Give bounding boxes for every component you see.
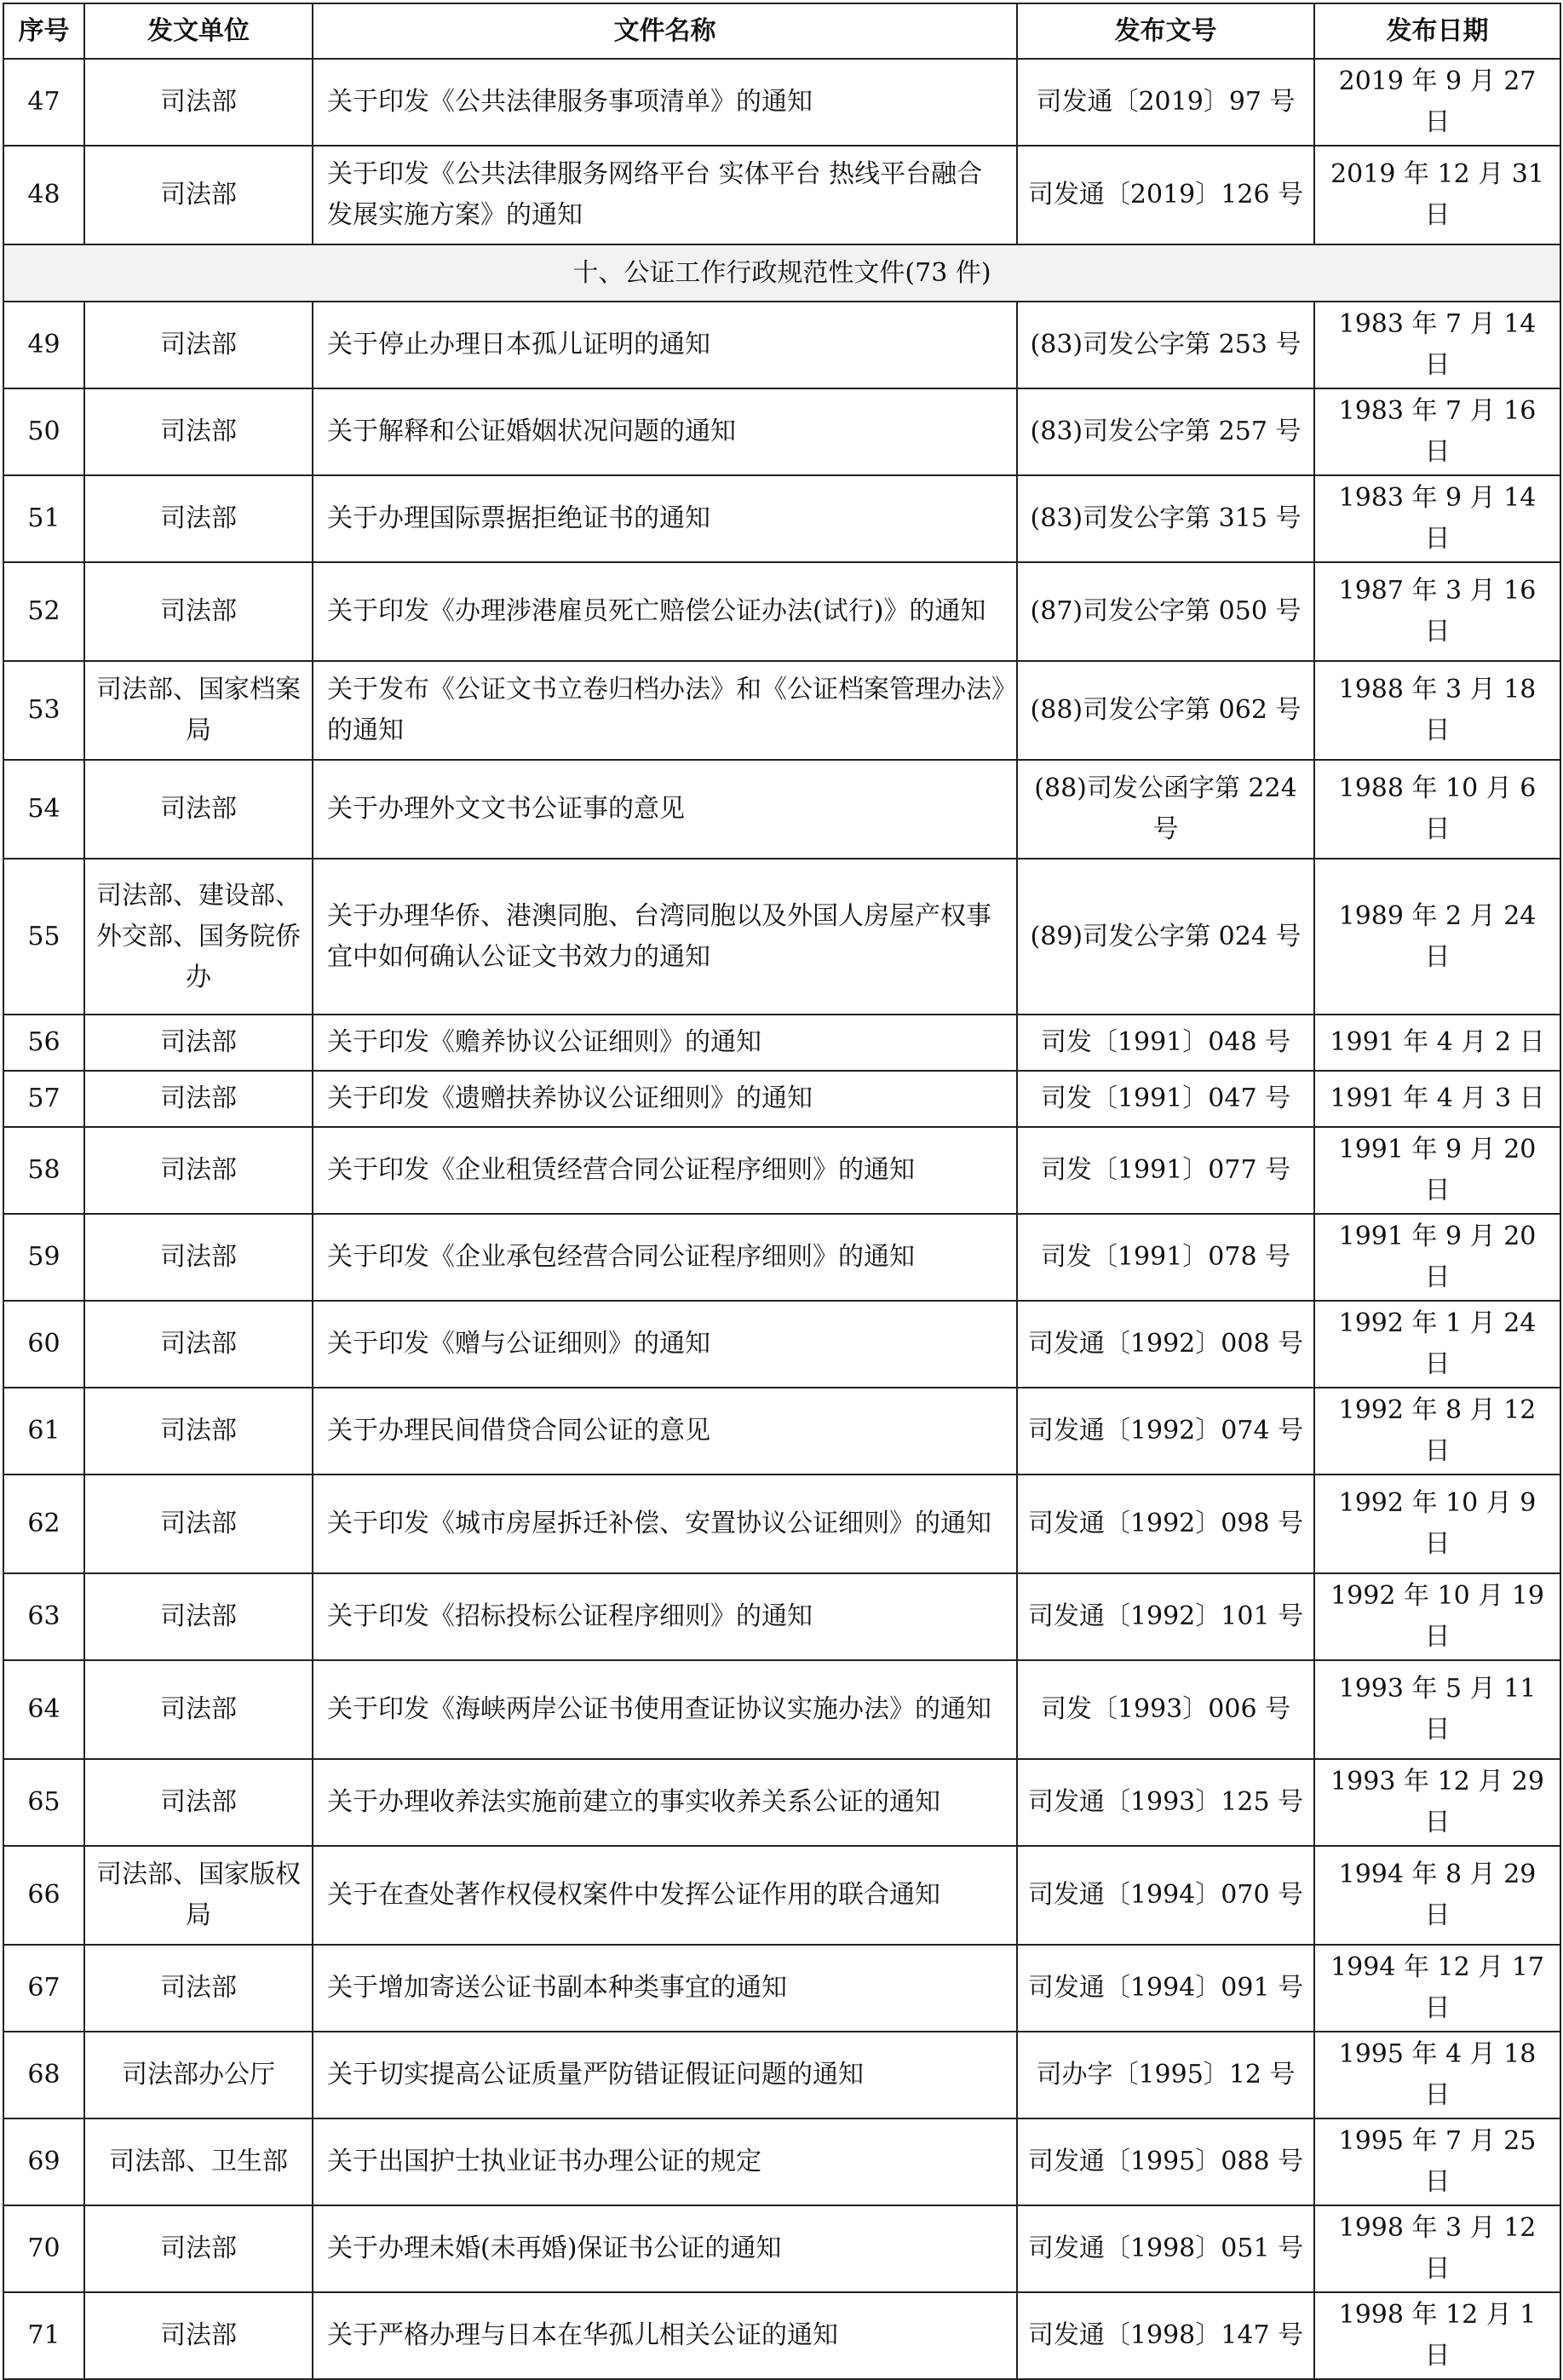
cell-no: 59 [3,1214,84,1301]
table-row [3,475,1560,562]
table-row [3,1015,1560,1071]
cell-title: 关于印发《企业承包经营合同公证程序细则》的通知 [313,1214,1017,1301]
cell-title: 关于办理外文文书公证事的意见 [313,760,1017,859]
cell-date: 1994 年 8 月 29 日 [1314,1846,1560,1945]
cell-date: 1991 年 9 月 20 日 [1314,1214,1560,1301]
cell-number: 司发〔1991〕047 号 [1017,1071,1314,1127]
cell-no: 70 [3,2205,84,2292]
cell-unit: 司法部 [84,2292,313,2379]
cell-title: 关于办理华侨、港澳同胞、台湾同胞以及外国人房屋产权事宜中如何确认公证文书效力的通知 [313,859,1017,1015]
cell-number: 司发通〔1998〕147 号 [1017,2292,1314,2379]
cell-date: 1989 年 2 月 24 日 [1314,859,1560,1015]
cell-unit: 司法部 [84,302,313,388]
cell-number: 司发通〔2019〕97 号 [1017,59,1314,146]
table-row [3,859,1560,1015]
cell-title: 关于停止办理日本孤儿证明的通知 [313,302,1017,388]
cell-number: 司发〔1991〕077 号 [1017,1127,1314,1214]
table-row [3,2118,1560,2205]
cell-title: 关于办理收养法实施前建立的事实收养关系公证的通知 [313,1759,1017,1846]
cell-unit: 司法部、国家档案局 [84,661,313,760]
cell-number: (83)司发公字第 257 号 [1017,388,1314,475]
cell-title: 关于印发《企业租赁经营合同公证程序细则》的通知 [313,1127,1017,1214]
cell-unit: 司法部 [84,760,313,859]
table-row [3,2205,1560,2292]
cell-unit: 司法部 [84,1759,313,1846]
cell-unit: 司法部 [84,1660,313,1759]
cell-no: 57 [3,1071,84,1127]
cell-date: 1991 年 4 月 3 日 [1314,1071,1560,1127]
cell-number: 司发通〔1992〕101 号 [1017,1573,1314,1660]
cell-unit: 司法部、国家版权局 [84,1846,313,1945]
cell-title: 关于印发《海峡两岸公证书使用查证协议实施办法》的通知 [313,1660,1017,1759]
cell-number: 司发通〔1992〕098 号 [1017,1475,1314,1573]
cell-number: 司发通〔1995〕088 号 [1017,2118,1314,2205]
table-row [3,302,1560,388]
header-row [3,3,1560,59]
table-row [3,1945,1560,2032]
cell-date: 1994 年 12 月 17 日 [1314,1945,1560,2032]
header-unit: 发文单位 [84,3,313,59]
cell-number: (89)司发公字第 024 号 [1017,859,1314,1015]
cell-title: 关于印发《办理涉港雇员死亡赔偿公证办法(试行)》的通知 [313,562,1017,661]
cell-no: 53 [3,661,84,760]
cell-unit: 司法部 [84,2205,313,2292]
cell-no: 54 [3,760,84,859]
cell-title: 关于办理民间借贷合同公证的意见 [313,1388,1017,1475]
cell-date: 2019 年 9 月 27 日 [1314,59,1560,146]
cell-number: (88)司发公字第 062 号 [1017,661,1314,760]
table-row [3,1660,1560,1759]
cell-unit: 司法部 [84,146,313,244]
cell-no: 68 [3,2032,84,2118]
cell-date: 1992 年 1 月 24 日 [1314,1301,1560,1388]
cell-no: 64 [3,1660,84,1759]
cell-no: 69 [3,2118,84,2205]
cell-title: 关于办理国际票据拒绝证书的通知 [313,475,1017,562]
section-body [3,244,1560,302]
cell-title: 关于出国护士执业证书办理公证的规定 [313,2118,1017,2205]
cell-number: 司发通〔1992〕074 号 [1017,1388,1314,1475]
cell-unit: 司法部 [84,59,313,146]
cell-number: 司发通〔1998〕051 号 [1017,2205,1314,2292]
table-row [3,59,1560,146]
cell-no: 61 [3,1388,84,1475]
table-row [3,1071,1560,1127]
cell-title: 关于印发《遗赠扶养协议公证细则》的通知 [313,1071,1017,1127]
cell-unit: 司法部 [84,1127,313,1214]
cell-date: 1988 年 10 月 6 日 [1314,760,1560,859]
cell-date: 1983 年 9 月 14 日 [1314,475,1560,562]
cell-date: 1995 年 4 月 18 日 [1314,2032,1560,2118]
cell-number: 司发通〔1993〕125 号 [1017,1759,1314,1846]
table-row [3,146,1560,244]
cell-number: (83)司发公字第 253 号 [1017,302,1314,388]
cell-number: (83)司发公字第 315 号 [1017,475,1314,562]
cell-date: 1983 年 7 月 14 日 [1314,302,1560,388]
table-row [3,1846,1560,1945]
cell-date: 1993 年 12 月 29 日 [1314,1759,1560,1846]
cell-no: 62 [3,1475,84,1573]
cell-date: 1993 年 5 月 11 日 [1314,1660,1560,1759]
cell-no: 51 [3,475,84,562]
cell-date: 1987 年 3 月 16 日 [1314,562,1560,661]
cell-unit: 司法部 [84,1301,313,1388]
header-no: 序号 [3,3,84,59]
cell-date: 1998 年 12 月 1 日 [1314,2292,1560,2379]
table-row [3,1127,1560,1214]
cell-unit: 司法部办公厅 [84,2032,313,2118]
header-number: 发布文号 [1017,3,1314,59]
cell-number: 司发〔1991〕048 号 [1017,1015,1314,1071]
cell-no: 50 [3,388,84,475]
table-row [3,562,1560,661]
table-row [3,1475,1560,1573]
cell-unit: 司法部 [84,1071,313,1127]
cell-unit: 司法部 [84,1945,313,2032]
table-row [3,2292,1560,2379]
cell-title: 关于印发《赠与公证细则》的通知 [313,1301,1017,1388]
table-row [3,661,1560,760]
cell-date: 1983 年 7 月 16 日 [1314,388,1560,475]
cell-date: 1995 年 7 月 25 日 [1314,2118,1560,2205]
cell-title: 关于严格办理与日本在华孤儿相关公证的通知 [313,2292,1017,2379]
cell-no: 55 [3,859,84,1015]
cell-number: (87)司发公字第 050 号 [1017,562,1314,661]
regulation-table [3,3,1561,2380]
header-date: 发布日期 [1314,3,1560,59]
cell-unit: 司法部 [84,1573,313,1660]
table-row [3,760,1560,859]
table-row [3,388,1560,475]
cell-number: 司发通〔2019〕126 号 [1017,146,1314,244]
cell-unit: 司法部 [84,562,313,661]
table-row [3,1214,1560,1301]
cell-title: 关于增加寄送公证书副本种类事宜的通知 [313,1945,1017,2032]
cell-unit: 司法部、卫生部 [84,2118,313,2205]
header-title: 文件名称 [313,3,1017,59]
cell-no: 48 [3,146,84,244]
cell-unit: 司法部 [84,475,313,562]
cell-number: 司发通〔1992〕008 号 [1017,1301,1314,1388]
cell-title: 关于切实提高公证质量严防错证假证问题的通知 [313,2032,1017,2118]
cell-number: 司发通〔1994〕091 号 [1017,1945,1314,2032]
cell-number: (88)司发公函字第 224 号 [1017,760,1314,859]
cell-no: 60 [3,1301,84,1388]
cell-number: 司办字〔1995〕12 号 [1017,2032,1314,2118]
cell-title: 关于发布《公证文书立卷归档办法》和《公证档案管理办法》的通知 [313,661,1017,760]
cell-unit: 司法部 [84,1475,313,1573]
cell-date: 1991 年 4 月 2 日 [1314,1015,1560,1071]
cell-unit: 司法部 [84,1214,313,1301]
cell-no: 58 [3,1127,84,1214]
cell-title: 关于印发《招标投标公证程序细则》的通知 [313,1573,1017,1660]
cell-title: 关于印发《赡养协议公证细则》的通知 [313,1015,1017,1071]
cell-title: 关于解释和公证婚姻状况问题的通知 [313,388,1017,475]
cell-title: 关于在查处著作权侵权案件中发挥公证作用的联合通知 [313,1846,1017,1945]
cell-no: 65 [3,1759,84,1846]
cell-no: 66 [3,1846,84,1945]
table-row [3,1388,1560,1475]
cell-date: 1998 年 3 月 12 日 [1314,2205,1560,2292]
cell-unit: 司法部、建设部、外交部、国务院侨办 [84,859,313,1015]
cell-title: 关于印发《公共法律服务事项清单》的通知 [313,59,1017,146]
cell-number: 司发〔1991〕078 号 [1017,1214,1314,1301]
cell-unit: 司法部 [84,388,313,475]
cell-number: 司发通〔1994〕070 号 [1017,1846,1314,1945]
cell-unit: 司法部 [84,1015,313,1071]
table-row [3,1301,1560,1388]
cell-title: 关于印发《公共法律服务网络平台 实体平台 热线平台融合发展实施方案》的通知 [313,146,1017,244]
cell-date: 1988 年 3 月 18 日 [1314,661,1560,760]
cell-no: 63 [3,1573,84,1660]
cell-no: 67 [3,1945,84,2032]
cell-date: 1992 年 10 月 9 日 [1314,1475,1560,1573]
table-body-before [3,59,1560,244]
table-body-after [3,302,1560,2379]
table-row [3,1759,1560,1846]
section-heading: 十、公证工作行政规范性文件(73 件) [3,244,1560,302]
cell-no: 47 [3,59,84,146]
cell-no: 52 [3,562,84,661]
cell-date: 1992 年 10 月 19 日 [1314,1573,1560,1660]
cell-date: 1992 年 8 月 12 日 [1314,1388,1560,1475]
cell-no: 49 [3,302,84,388]
cell-no: 71 [3,2292,84,2379]
cell-title: 关于办理未婚(未再婚)保证书公证的通知 [313,2205,1017,2292]
cell-no: 56 [3,1015,84,1071]
table-row [3,1573,1560,1660]
cell-number: 司发〔1993〕006 号 [1017,1660,1314,1759]
table-row [3,2032,1560,2118]
section-row [3,244,1560,302]
cell-date: 1991 年 9 月 20 日 [1314,1127,1560,1214]
cell-unit: 司法部 [84,1388,313,1475]
cell-title: 关于印发《城市房屋拆迁补偿、安置协议公证细则》的通知 [313,1475,1017,1573]
cell-date: 2019 年 12 月 31 日 [1314,146,1560,244]
